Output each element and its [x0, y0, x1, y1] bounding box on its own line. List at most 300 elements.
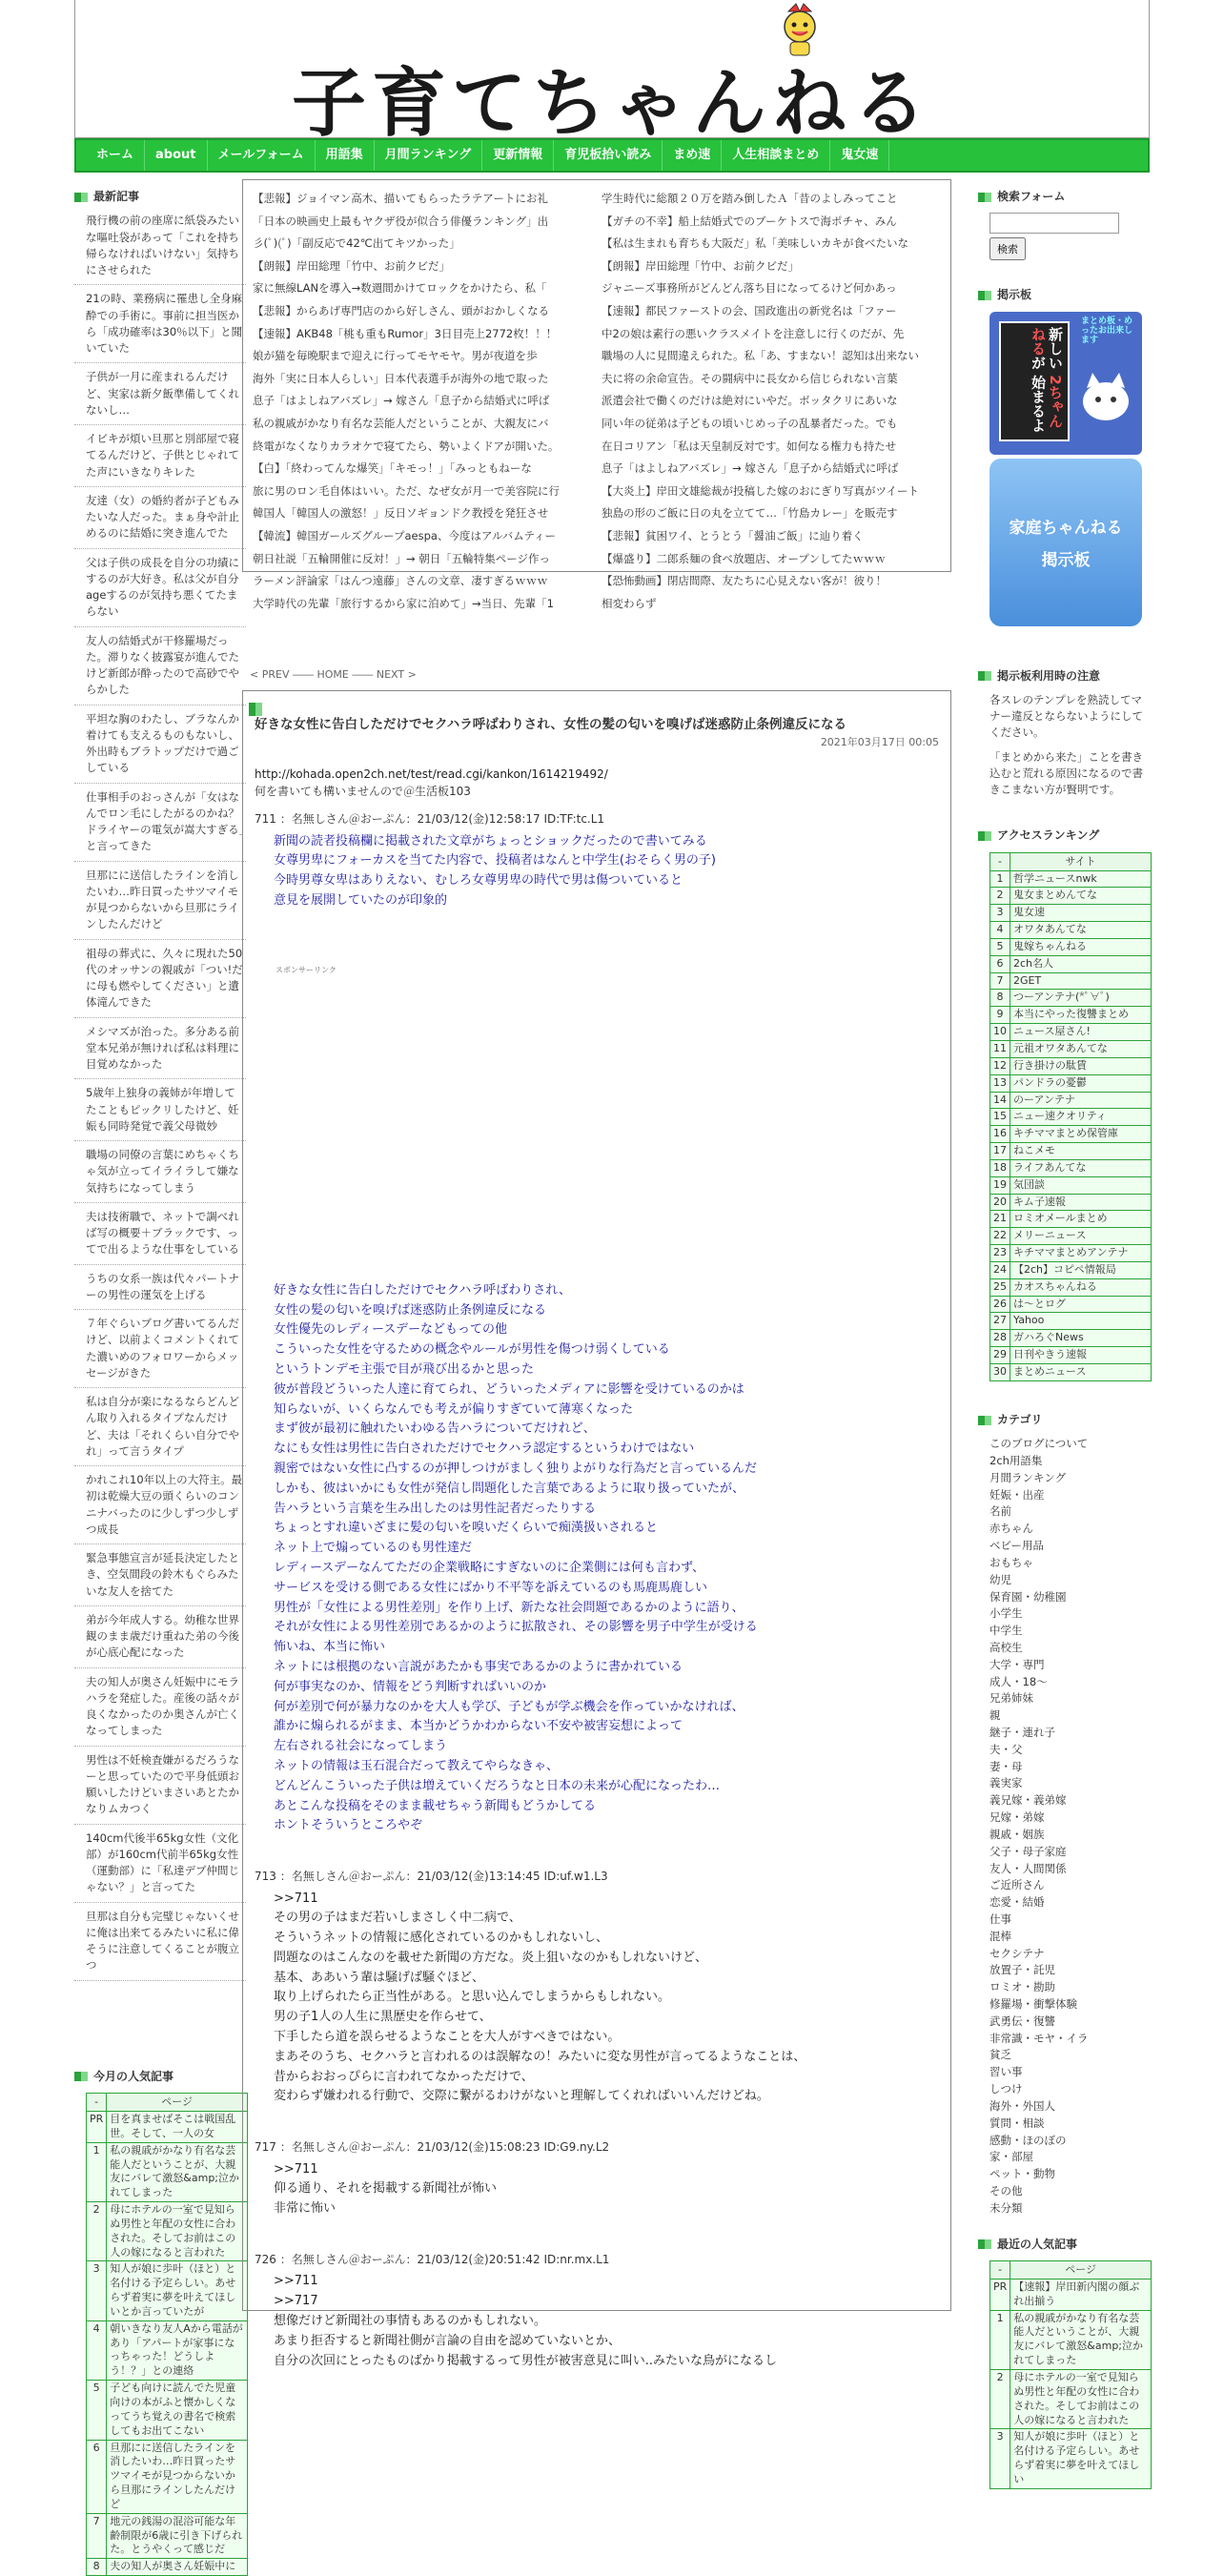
ticker-link[interactable]: 【白】「終わってんな爆笑」「キモっ！」「みっともねーな	[253, 461, 532, 476]
rank-site-link[interactable]: つーアンテナ(*ﾟ∀ﾟ)	[1010, 990, 1152, 1007]
col-header-num: -	[990, 852, 1010, 870]
rank-site-link[interactable]: オワタあんてな	[1010, 922, 1152, 939]
recent-article-link[interactable]: 140cm代後半65kg女性（文化部）が160cm代前半65kg女性（運動部）に「私達デブ仲間じゃない？」と言ってた	[74, 1825, 246, 1903]
recent-article-link[interactable]: 祖母の葬式に、久々に現れた50代のオッサンの親戚が「つい!だに母も燃やしてください」と遺体滝んできた	[74, 940, 246, 1018]
category-link[interactable]: 小学生	[989, 1606, 1023, 1621]
rank-link[interactable]: 子ども向けに読んでた児童向けの本がふと懐かしくなってうち覚えの書名で検索してもお出てこない	[107, 2381, 248, 2440]
rank-site-link[interactable]: ガハろぐNews	[1010, 1330, 1152, 1347]
recent-article-link[interactable]: かれこれ10年以上の大符主。最初は乾燥大豆の頭くらいのコンニナバったのに少しずつ少しずつ成長	[74, 1466, 246, 1544]
post-line: 昔からおおっぴらに言われてなかっただけで、	[274, 2069, 534, 2084]
category-link[interactable]: 仕事	[989, 1912, 1011, 1926]
rank-number: 6	[87, 2440, 107, 2513]
rank-number: 25	[990, 1278, 1010, 1296]
category-link[interactable]: 兄弟姉妹	[989, 1691, 1033, 1706]
category-link[interactable]: 中学生	[989, 1624, 1023, 1638]
nav-home[interactable]: ホーム	[86, 140, 145, 171]
post-line: 男性が「女性による男性差別」を作り上げ、新たな社会問題であるかのように語り、	[274, 1600, 745, 1615]
next-link[interactable]: NEXT >	[376, 668, 417, 681]
category-link[interactable]: 武勇伝・復讐	[989, 2014, 1055, 2028]
ticker-link[interactable]: 派遣会社で働くのだけは絶対にいやだ。ボッタクリにあいな	[602, 394, 898, 408]
ticker-link[interactable]: 同い年の従弟は子どもの頃いじめっ子の乱暴者だった。でも	[602, 416, 898, 430]
category-link[interactable]: 放置子・託児	[989, 1963, 1055, 1977]
recent-popular-heading: 最近の人気記事	[978, 2237, 1150, 2253]
nav-mamesoku[interactable]: まめ速	[663, 140, 722, 171]
category-link[interactable]: 赤ちゃん	[989, 1522, 1033, 1536]
category-link[interactable]: 2ch用語集	[989, 1454, 1043, 1468]
article-date: 2021年03月17日 00:05	[820, 735, 939, 748]
rank-site-link[interactable]: キム子速報	[1010, 1194, 1152, 1211]
category-link[interactable]: 兄嫁・弟嫁	[989, 1810, 1045, 1825]
ticker-link[interactable]: 【速報】AKB48「桃も重もRumor」3日目売上2772枚！！！	[253, 326, 558, 340]
rank-number: 20	[990, 1194, 1010, 1211]
recent-article-link[interactable]: 夫の知人が奥さん妊娠中にモラハラを発症した。産後の話々が良くなかったのか奥さんが亡くなってしまった	[74, 1668, 246, 1747]
category-link[interactable]: 家・部屋	[989, 2150, 1033, 2164]
category-link[interactable]: 父子・母子家庭	[989, 1844, 1067, 1858]
nav-monthly-ranking[interactable]: 月間ランキング	[375, 140, 483, 171]
table-row	[990, 1040, 1152, 1057]
recent-article-link[interactable]: 父は子供の成長を自分の功績にするのが大好き。私は父が自分ageするのが気持ち悪くてたまらない	[74, 549, 246, 627]
post-spacer	[255, 2371, 939, 2396]
rank-link[interactable]: 旦那にに送信したラインを消したいわ…昨日買ったサツマイモが見つからないから旦那にラインしたんだけど	[107, 2440, 248, 2513]
ticker-right-column	[602, 188, 941, 610]
rank-link[interactable]: 知人が娘に歩叶（ほと）と名付ける予定らしい。あせらず着実に夢を叶えてほしいとか言っていたが	[107, 2261, 248, 2320]
category-link[interactable]: おもちゃ	[989, 1555, 1033, 1569]
category-link[interactable]: セクシテナ	[989, 1946, 1045, 1960]
post-line: >>711	[274, 1891, 318, 1906]
rank-number: 4	[990, 922, 1010, 939]
home-link[interactable]: HOME	[316, 668, 349, 681]
rank-number: 29	[990, 1347, 1010, 1364]
rank-site-link[interactable]: 本当にやった復讐まとめ	[1010, 1007, 1152, 1024]
rank-site-link[interactable]: カオスちゃんねる	[1010, 1278, 1152, 1296]
recent-article-link[interactable]: ７年ぐらいブログ書いてるんだけど、以前よくコメントくれてた濃いめのフォロワーからメッセージがきた	[74, 1310, 246, 1388]
table-row	[990, 1347, 1152, 1364]
rank-number: 9	[990, 1007, 1010, 1024]
ticker-link[interactable]: 彡(ﾟ)(ﾟ)「副反応で42℃出てキツかった」	[253, 236, 460, 251]
rank-link[interactable]: 目を真ませばそこは戦国乱世。そして、一人の女	[107, 2111, 248, 2142]
rank-site-link[interactable]: キチママまとめ保管庫	[1010, 1126, 1152, 1143]
recent-article-link[interactable]: メシマズが治った。多分ある前堂本兄弟が無ければ私は料理に目覚めなかった	[74, 1018, 246, 1080]
rank-number: 1	[990, 870, 1010, 888]
post-line: 仰る通り、それを掲載する新聞社が怖い	[274, 2181, 498, 2197]
search-input[interactable]	[989, 213, 1119, 234]
recent-popular-table	[989, 2260, 1152, 2489]
post-line: なにも女性は男性に告白されただけでセクハラ認定するというわけではない	[274, 1441, 695, 1457]
post-line: どんどんこういった子供は増えていくだろうなと日本の未来が心配になったわ…	[274, 1778, 721, 1793]
table-row	[990, 1228, 1152, 1245]
table-row	[87, 2559, 248, 2576]
category-link[interactable]: ロミオ・勘助	[989, 1980, 1055, 1994]
table-row	[990, 1261, 1152, 1278]
new-2ch-banner[interactable]	[989, 312, 1142, 455]
access-ranking-table	[989, 852, 1152, 1381]
rank-number: 18	[990, 1159, 1010, 1176]
table-row	[990, 1007, 1152, 1024]
monthly-popular-table	[86, 2093, 248, 2576]
ticker-link[interactable]: 職場の人に見間違えられた。私「あ、すまない！認知は出来ない	[602, 349, 920, 363]
category-link[interactable]: このブログについて	[989, 1437, 1089, 1451]
ticker-link[interactable]: 【大炎上】岸田文雄総裁が投稿した嫁のおにぎり写真がツイート	[602, 483, 919, 498]
post-line: まず彼が最初に触れたいわゆる告ハラについてだけれど、	[274, 1421, 596, 1437]
post-line: サービスを受ける側である女性にばかり不平等を訴えているのも馬鹿馬鹿しい	[274, 1580, 708, 1595]
post-line: 左右される社会になってしまう	[274, 1739, 448, 1754]
rank-site-link[interactable]: は～とログ	[1010, 1296, 1152, 1313]
recent-article-link[interactable]: 平坦な胸のわたし、ブラなんか着けても支えるものもないし、外出時もブラトップだけで過ごしている	[74, 705, 246, 784]
ticker-link[interactable]: 【悲報】からあげ専門店のから好しさん、頭がおかしくなる	[253, 303, 550, 317]
ticker-left-column	[253, 188, 592, 610]
table-row	[990, 1024, 1152, 1041]
category-link[interactable]: 継子・連れ子	[989, 1726, 1055, 1740]
post-body	[255, 2160, 939, 2219]
post-line: 誰かに煽られるがまま、本当かどうかわからない不安や被害妄想によって	[274, 1719, 683, 1734]
rank-link[interactable]: 私の親戚がかなり有名な芸能人だということが、大親友にバレて激怒&amp;泣かれてしまった	[1010, 2310, 1152, 2369]
table-row	[87, 2261, 248, 2320]
notice-text-2: 「まとめから来た」ことを書き込むと荒れる原因になるので書きこまない方が賢明です。	[989, 750, 1143, 796]
rank-number: 13	[990, 1074, 1010, 1092]
post-line: >>711	[274, 2161, 318, 2177]
rank-number: PR	[990, 2279, 1010, 2310]
ticker-link[interactable]: ジャニーズ事務所がどんどん落ち目になってるけど何かあっ	[602, 281, 897, 296]
post-line: しかも、彼はいかにも女性が発信し問題化した言葉であるように取り扱っていたが、	[274, 1481, 745, 1496]
post-line: こういった女性を守るための概念やルールが男性を傷つけ弱くしている	[274, 1342, 670, 1358]
banner2-line2: 掲示板	[1041, 550, 1091, 570]
table-row	[990, 2429, 1152, 2488]
right-sidebar	[978, 189, 1150, 2489]
rank-site-link[interactable]: ニュー速クオリティ	[1010, 1109, 1152, 1126]
post-line: 新聞の読者投稿欄に掲載された文章がちょっとショックだったので書いてみる	[274, 833, 707, 848]
post-line: 女性の髪の匂いを嗅げば迷惑防止条例違反になる	[274, 1302, 547, 1318]
rank-site-link[interactable]: 鬼女まとめんてな	[1010, 888, 1152, 905]
recent-article-link[interactable]: 友達（女）の婚約者が子どもみたいな人だった。まぁ身や計止めるのに結婚に突き進んでた	[74, 487, 246, 549]
rank-number: 3	[990, 905, 1010, 922]
category-link[interactable]: 友人・人間関係	[989, 1861, 1067, 1875]
rank-number: 1	[990, 2310, 1010, 2369]
rank-number: 17	[990, 1143, 1010, 1160]
rank-link[interactable]: 母にホテルの一室で見知らぬ男性と年配の女性に合わされた。そしてお前はこの人の嫁になると言われた	[107, 2202, 248, 2261]
rank-number: 8	[990, 990, 1010, 1007]
rank-number: 7	[990, 972, 1010, 990]
rank-site-link[interactable]: 元祖オワタあんてな	[1010, 1040, 1152, 1057]
recent-article-link[interactable]: 21の時、業務病に罹患し全身麻酔での手術に。事前に担当医から「成功確率は30％以下」と聞いていた	[74, 285, 246, 363]
table-row	[990, 922, 1152, 939]
category-link[interactable]: 未分類	[989, 2200, 1023, 2215]
recent-article-link[interactable]: 弟が今年成人する。幼稚な世界観のまま歳だけ重ねた弟の今後が心底心配になった	[74, 1606, 246, 1668]
category-link[interactable]: 混棒	[989, 1929, 1011, 1943]
rank-site-link[interactable]: 哲学ニュースnwk	[1010, 870, 1152, 888]
table-row	[87, 2381, 248, 2440]
article-title[interactable]: 好きな女性に告白しただけでセクハラ呼ばわりされ、女性の髪の匂いを嗅げば迷惑防止条例違反になる	[255, 703, 939, 735]
post-spacer	[255, 1836, 939, 1861]
rank-site-link[interactable]: キチママまとめアンテナ	[1010, 1245, 1152, 1262]
ticker-link[interactable]: 娘が猫を毎晩駅まで迎えに行ってモヤモヤ。男が夜道を歩	[253, 349, 538, 363]
nav-about[interactable]: about	[145, 140, 207, 171]
page-wrapper	[74, 0, 1150, 2573]
category-link[interactable]: 月間ランキング	[989, 1470, 1067, 1484]
rank-number: 30	[990, 1364, 1010, 1381]
banner-text-1: 新しい	[1047, 326, 1064, 370]
post-line: あまり拒否すると新聞社側が言論の自由を認めていないとか、	[274, 2333, 622, 2348]
post-body	[255, 1281, 939, 1836]
post-line: >>717	[274, 2294, 318, 2309]
post-line: 取り上げられたら正当性がある。と思い込んでしまうからもしれない。	[274, 1990, 671, 2005]
ticker-link[interactable]: 韓国人「韓国人の激怒！」反日ソギョンドク教授を発狂させ	[253, 506, 549, 521]
category-link[interactable]: 親戚・姻族	[989, 1827, 1045, 1841]
table-row	[87, 2440, 248, 2513]
category-link[interactable]: 貧乏	[989, 2048, 1011, 2062]
rank-link[interactable]: 【速報】岸田新内閣の顔ぶれ出揃う	[1010, 2279, 1152, 2310]
table-row	[990, 955, 1152, 972]
table-row	[990, 1245, 1152, 1262]
recent-article-link[interactable]: 子供が一月に産まれるんだけど、実家は新夕飯準備してくれないし…	[74, 363, 246, 425]
table-row	[990, 1194, 1152, 1211]
recent-article-link[interactable]: 緊急事態宣言が延長決定したとき、空気間段の鈴木もぐらみたいな友人を捨てた	[74, 1544, 246, 1606]
category-link[interactable]: 成人・18～	[989, 1674, 1048, 1688]
category-heading: カテゴリ	[978, 1412, 1150, 1428]
category-link[interactable]: 高校生	[989, 1640, 1023, 1654]
post-line: 非常に怖い	[274, 2201, 337, 2217]
nav-life-advice[interactable]: 人生相談まとめ	[722, 140, 830, 171]
category-link[interactable]: 恋愛・結婚	[989, 1895, 1045, 1910]
table-row	[990, 1159, 1152, 1176]
ticker-link[interactable]: 息子「はよしねアバズレ」→ 嫁さん「息子から結婚式に呼ば	[253, 394, 550, 408]
col-header-page: ページ	[1010, 2261, 1152, 2280]
rank-link[interactable]: 朝いきなり友人Aから電話があり「アパートが家事になっちゃった！どうしよう！？」との連絡	[107, 2320, 248, 2380]
search-button[interactable]: 検索	[989, 237, 1026, 260]
rank-number: 27	[990, 1313, 1010, 1330]
ticker-link[interactable]: 【朗報】岸田総理「竹中、お前クビだ」	[602, 258, 799, 273]
ticker-link[interactable]: 【爆盛り】二郎系麺の食べ放題店、オープンしてたｗｗｗ	[602, 551, 886, 565]
table-row	[990, 905, 1152, 922]
rank-site-link[interactable]: ロミオメールまとめ	[1010, 1211, 1152, 1228]
nav-parenting-board[interactable]: 育児板拾い読み	[554, 140, 663, 171]
rank-number: 15	[990, 1109, 1010, 1126]
rank-site-link[interactable]: 鬼嫁ちゃんねる	[1010, 938, 1152, 955]
search-heading: 検索フォーム	[978, 189, 1150, 205]
table-row	[87, 2513, 248, 2559]
category-link[interactable]: 夫・父	[989, 1742, 1023, 1756]
ticker-link[interactable]: 【韓流】韓国ガールズグループaespa、今度はアルバムティー	[253, 528, 557, 542]
post-body	[255, 1890, 939, 2108]
rank-site-link[interactable]: Yahoo	[1010, 1313, 1152, 1330]
rank-site-link[interactable]: 行き掛けの駄賃	[1010, 1057, 1152, 1074]
ticker-link[interactable]: 朝日社説「五輪開催に反対！」→ 朝日「五輪特集ページ作っ	[253, 551, 551, 565]
rank-number: 11	[990, 1040, 1010, 1057]
post-line: あとこんな投稿をそのまま載せちゃう新聞もどうかしてる	[274, 1798, 597, 1813]
post-header: 726 ：名無しさん＠おーぷん：21/03/12(金)20:51:42 ID:nr.mx.L1	[255, 2253, 610, 2267]
table-row	[87, 2111, 248, 2142]
recent-article-link[interactable]: イビキが煩い旦那と別部屋で寝てるんだけど、子供とじゃれてた声にいきなりキレた	[74, 425, 246, 487]
rank-site-link[interactable]: メリーニュース	[1010, 1228, 1152, 1245]
rank-number: 5	[990, 938, 1010, 955]
rank-link[interactable]: 私の親戚がかなり有名な芸能人だということが、大親友にバレて激怒&amp;泣かれてしまった	[107, 2142, 248, 2201]
ticker-link[interactable]: 中2の娘は素行の悪いクラスメイトを注意しに行くのだが、先	[602, 326, 905, 340]
rank-link[interactable]: 母にホテルの一室で見知らぬ男性と年配の女性に合わされた。そしてお前はこの人の嫁になると言われた	[1010, 2370, 1152, 2429]
rank-site-link[interactable]: 【2ch】コピペ情報局	[1010, 1261, 1152, 1278]
post-line: その男の子はまだ若いしまさしく中二病で、	[274, 1911, 521, 1926]
category-link[interactable]: 幼児	[989, 1572, 1011, 1586]
recent-article-link[interactable]: 職場の同僚の言葉にめちゃくちゃ気が立ってイライラして嫌な気持ちになってしまう	[74, 1141, 246, 1203]
post-line: そういうネットの情報に感化されているのかもしれないし、	[274, 1931, 609, 1946]
table-row	[990, 1313, 1152, 1330]
table-row	[990, 1296, 1152, 1313]
ticker-link[interactable]: 【ガチの不幸】船上結婚式でのブーケトスで海ポチャ、みん	[602, 214, 897, 228]
ticker-link[interactable]: 夫に将の余命宣告。その闘病中に長女から信じられない言葉	[602, 371, 898, 385]
ticker-link[interactable]: 学生時代に総額２０万を踏み倒したＡ「昔のよしみってこと	[602, 192, 898, 205]
ticker-link[interactable]: 「日本の映画史上最もヤクザ役が似合う俳優ランキング」出	[253, 214, 549, 228]
rank-site-link[interactable]: 日刊やきう速報	[1010, 1347, 1152, 1364]
recent-article-link[interactable]: 飛行機の前の座席に紙袋みたいな嘔吐袋があって「これを持ち帰らなければいけない」気持ちにさせられた	[74, 213, 246, 285]
katei-channel-banner[interactable]	[989, 459, 1142, 626]
ticker-link[interactable]: 私の親戚がかなり有名な芸能人だということが、大親友にバ	[253, 416, 549, 430]
ticker-link[interactable]: 【私は生まれも育ちも大阪だ」私「美味しいカキが食べたいな	[602, 236, 908, 251]
ticker-link[interactable]: 海外「実に日本人らしい」日本代表選手が海外の地で取った	[253, 371, 549, 385]
post-line: それが女性による男性差別であるかのように拡散され、その影響を男子中学生が受ける	[274, 1620, 758, 1635]
recent-article-link[interactable]: 5歳年上独身の義姉が年増してたこともピックリしたけど、妊娠も同時発覚で義父母微妙	[74, 1079, 246, 1141]
post-line: 自分の次回にとったものばかり掲載するって男性が被害意見に叫い..みたいな鳥がになるし	[274, 2353, 778, 2368]
ticker-link[interactable]: 在日コリアン「私は天皇制反対です。如何なる権力も持たせ	[602, 439, 897, 453]
category-link[interactable]: 義実家	[989, 1776, 1023, 1790]
rank-site-link[interactable]: 気団談	[1010, 1176, 1152, 1194]
table-row	[990, 1364, 1152, 1381]
ticker-link[interactable]: 相変わらず	[602, 596, 657, 610]
recent-article-link[interactable]: 男性は不妊検査嫌がるだろうなーと思っていたので平身低頭お願いしたけどいまさいあとたかなりムカつく	[74, 1747, 246, 1825]
ticker-link[interactable]: 家に無線LANを導入→数週間かけてロックをかけたら、私「	[253, 281, 547, 296]
table-row	[990, 2279, 1152, 2310]
ticker-link[interactable]: 【恐怖動画】閉店間際、友たちに心見えない客が！彼り！	[602, 574, 887, 588]
table-header-row	[990, 2261, 1152, 2280]
ticker-link[interactable]: 大学時代の先輩「旅行するから家に泊めて」→当日、先輩「1	[253, 596, 554, 610]
rank-site-link[interactable]: 2GET	[1010, 972, 1152, 990]
table-row	[87, 2202, 248, 2261]
ticker-link[interactable]: 【朗報】岸田総理「竹中、お前クビだ」	[253, 258, 450, 273]
rank-site-link[interactable]: パンドラの憂鬱	[1010, 1074, 1152, 1092]
recent-article-link[interactable]: うちの女系一族は代々パートナーの男性の運気を上げる	[74, 1265, 246, 1311]
table-header-row	[990, 852, 1152, 870]
post-line: 男の子1人の人生に黒歴史を作らせて、	[274, 2010, 492, 2025]
site-title[interactable]: 子育てちゃんねる	[291, 60, 932, 147]
post-line: というトンデモ主張で目が飛び出るかと思った	[274, 1361, 535, 1377]
table-row	[990, 1176, 1152, 1194]
notice-heading: 掲示板利用時の注意	[978, 668, 1150, 685]
category-link[interactable]: 非常識・モヤ・イラ	[989, 2031, 1089, 2045]
nav-mailform[interactable]: メールフォーム	[208, 140, 316, 171]
recent-article-link[interactable]: 友人の結婚式が干修羅場だった。滞りなく披露宴が進んでたけど新郎が酔ったので高砂でやらかした	[74, 627, 246, 705]
category-link[interactable]: 名前	[989, 1504, 1011, 1519]
category-link[interactable]: 修羅場・衝撃体験	[989, 1997, 1077, 2012]
nav-kijosoku[interactable]: 鬼女速	[830, 140, 889, 171]
prev-link[interactable]: < PREV	[250, 668, 290, 681]
banner-side-text: まとめ板・めったお出来します	[1081, 316, 1133, 345]
left-sidebar	[74, 189, 246, 2576]
site-header	[74, 0, 1150, 147]
ticker-link[interactable]: 【速報】都民ファーストの会、国政進出の新党名は「ファー	[602, 303, 897, 317]
category-link[interactable]: 海外・外国人	[989, 2098, 1055, 2113]
category-link[interactable]: 義兄嫁・義弟嫁	[989, 1793, 1067, 1808]
category-link[interactable]: 妊娠・出産	[989, 1487, 1045, 1502]
main-content	[250, 192, 963, 2368]
ticker-link[interactable]: 【悲報】貧困ワイ、とうとう「醤油ご飯」に辿り着く	[602, 528, 864, 542]
category-link[interactable]: ペット・動物	[989, 2167, 1055, 2181]
rank-site-link[interactable]: ライフあんてな	[1010, 1159, 1152, 1176]
rank-number: 4	[87, 2320, 107, 2380]
source-url-link[interactable]: http://kohada.open2ch.net/test/read.cgi/kankon/1614219492/	[255, 767, 608, 782]
article	[242, 690, 951, 2368]
recent-article-link[interactable]: 夫は技術職で、ネットで調べれば写の概要＋ブラックです、ってで出るような仕事をしている	[74, 1203, 246, 1265]
category-link[interactable]: 親	[989, 1708, 1001, 1723]
rank-link[interactable]: 知人が娘に歩叶（ほと）と名付ける予定らしい。あせらず着実に夢を叶えてほしい	[1010, 2429, 1152, 2488]
post-line: 問題なのはこんなのを載せた新聞の方だな。炎上狙いなのかもしれないけど、	[274, 1950, 708, 1965]
rank-number: 23	[990, 1245, 1010, 1262]
recent-article-link[interactable]: 旦那は自分も完璧じゃないくせに俺は出来てるみたいに私に偉そうに注意してくることが腹立つ	[74, 1903, 246, 1981]
ticker-link[interactable]: 独島の形のご飯に日の丸を立てて…「竹島カレー」を販売す	[602, 506, 898, 521]
post-line: ちょっとすれ違いざまに髪の匂いを嗅いだくらいで痴漢扱いされると	[274, 1521, 659, 1536]
category-link[interactable]: しつけ	[989, 2082, 1023, 2096]
rank-site-link[interactable]: ねこメモ	[1010, 1143, 1152, 1160]
ticker-link[interactable]: 旅に男のロン毛自体はいい。ただ、なぜ女が月一で美容院に行	[253, 483, 560, 498]
table-row	[990, 888, 1152, 905]
ticker-link[interactable]: 【悲報】ジョイマン高木、描いてもらったラテアートにお礼	[253, 192, 548, 205]
nav-glossary[interactable]: 用語集	[316, 140, 375, 171]
post-line: 想像だけど新聞社の事情もあるのかもしれない。	[274, 2314, 547, 2329]
source-block	[255, 767, 939, 800]
rank-site-link[interactable]: ニュース屋さん!	[1010, 1024, 1152, 1041]
category-link[interactable]: 保育園・幼稚園	[989, 1589, 1067, 1604]
table-row	[990, 1126, 1152, 1143]
rank-number: 3	[87, 2261, 107, 2320]
table-row	[990, 990, 1152, 1007]
category-link[interactable]: 大学・専門	[989, 1657, 1045, 1671]
post-line: ネット上で煽っているのも男性達だ	[274, 1541, 473, 1556]
nav-updates[interactable]: 更新情報	[482, 140, 554, 171]
table-row	[87, 2320, 248, 2380]
recent-article-link[interactable]: 旦那にに送信したラインを消したいわ…昨日買ったサツマイモが見つからないから旦那にラインしたんだけど	[74, 862, 246, 940]
rank-link[interactable]: 夫の知人が奥さん妊娠中に	[107, 2559, 248, 2576]
post-line: 親密ではない女性に凸するのが押しつけがましく独りよがりな行為だと言っているんだ	[274, 1461, 758, 1476]
rank-number: 19	[990, 1176, 1010, 1194]
rank-site-link[interactable]: 2ch名人	[1010, 955, 1152, 972]
notice-text-1: 各スレのテンプレを熟読してマナー違反とならないようにしてください。	[989, 693, 1143, 739]
banner-text-3: が	[1030, 355, 1047, 370]
recent-articles-heading: 最新記事	[74, 189, 246, 205]
rank-site-link[interactable]: まとめニュース	[1010, 1364, 1152, 1381]
category-link[interactable]: その他	[989, 2183, 1023, 2198]
rank-number: 21	[990, 1211, 1010, 1228]
post-line: 下手したら道を誤らせるようなことを大人がすべきではない。	[274, 2030, 621, 2045]
rank-site-link[interactable]: のーアンテナ	[1010, 1092, 1152, 1109]
ticker-link[interactable]: ラーメン評論家「はんつ遠藤」さんの文章、凄すぎるｗｗｗ	[253, 574, 548, 588]
ticker-link[interactable]: 息子「はよしねアバズレ」→ 嫁さん「息子から結婚式に呼ば	[602, 461, 899, 476]
category-link[interactable]: 感動・ほのぼの	[989, 2133, 1067, 2147]
post-line: 変わらず嫌われる行動で、交際に繋がるわけがないと理解してくれればいいんだけどね。	[274, 2089, 769, 2104]
ticker-link[interactable]: 終電がなくなりカラオケで寝てたら、勢いよくドアが開いた。	[253, 439, 560, 453]
recent-article-link[interactable]: 私は自分が楽になるならどんどん取り入れるタイプなんだけど、夫は「それくらい自分でやれ」って言うタイプ	[74, 1388, 246, 1466]
monthly-popular-heading: 今月の人気記事	[74, 2069, 246, 2085]
col-header-num: -	[87, 2094, 107, 2112]
rank-number: 6	[990, 955, 1010, 972]
category-link[interactable]: 質問・相談	[989, 2116, 1045, 2130]
rank-number: 22	[990, 1228, 1010, 1245]
category-link[interactable]: ベビー用品	[989, 1539, 1045, 1553]
table-row	[990, 938, 1152, 955]
recent-article-link[interactable]: 仕事相手のおっさんが「女はなんでロン毛にしたがるのかね？ドライヤーの電気が嵩大すぎる」と言ってきた	[74, 784, 246, 862]
category-link[interactable]: 妻・母	[989, 1759, 1023, 1773]
table-header-row	[87, 2094, 248, 2112]
table-row	[990, 1330, 1152, 1347]
category-link[interactable]: ご近所さん	[989, 1878, 1045, 1892]
rank-site-link[interactable]: 鬼女速	[1010, 905, 1152, 922]
category-link[interactable]: 習い事	[989, 2065, 1023, 2079]
rank-link[interactable]: 地元の銭湯の混浴可能な年齢制限が6歳に引き下げられた。とうやくって感じだ	[107, 2513, 248, 2559]
